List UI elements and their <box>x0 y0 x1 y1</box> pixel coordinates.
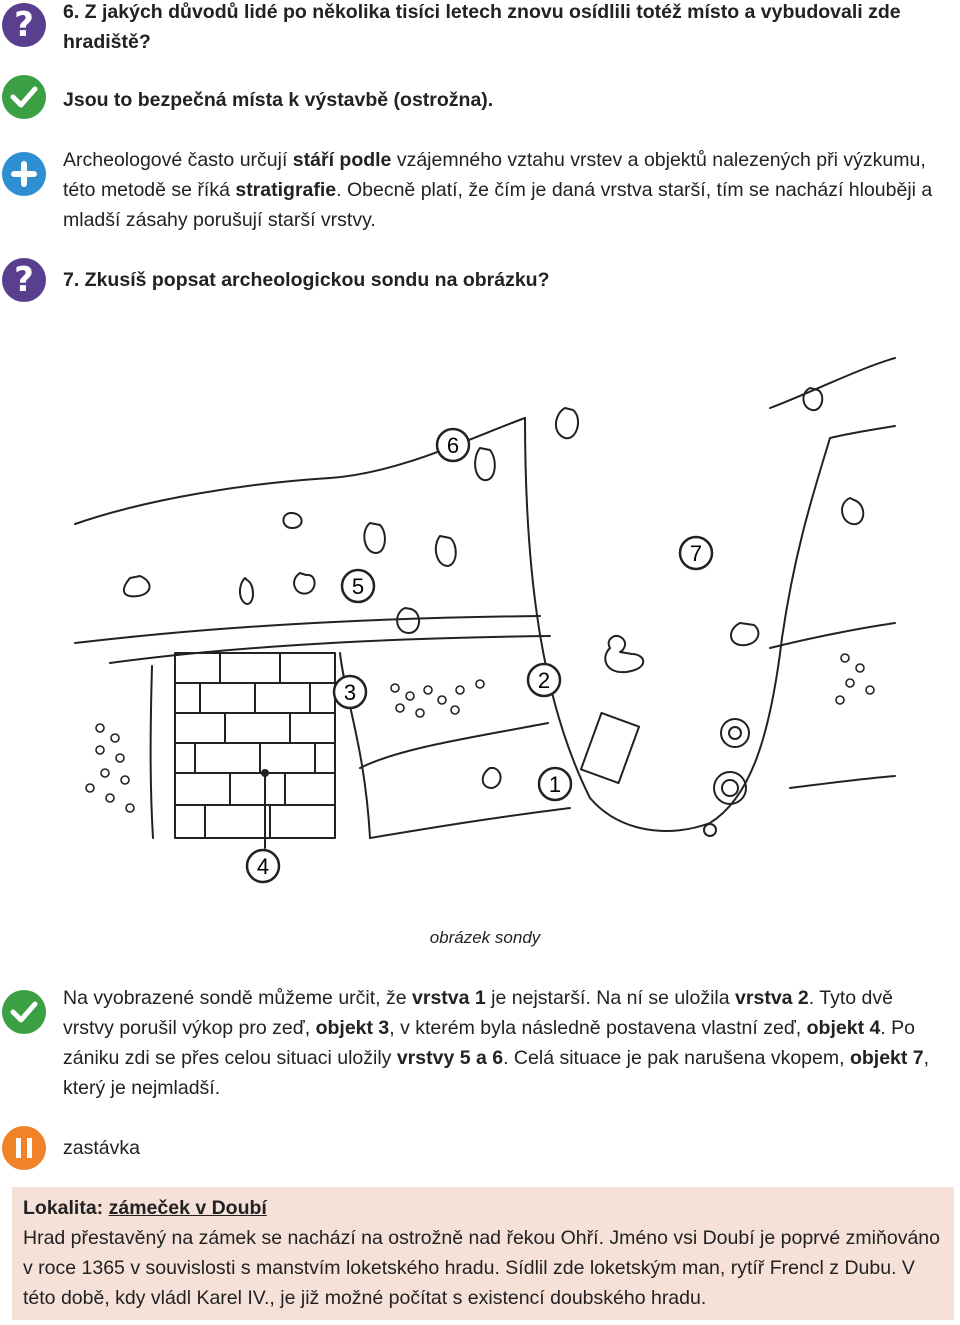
svg-text:3: 3 <box>343 680 357 705</box>
question-7: 7. Zkusíš popsat archeologickou sondu na obrázku? <box>63 269 550 291</box>
stop-label: zastávka <box>63 1137 140 1159</box>
label-3 <box>334 676 366 708</box>
plus-icon <box>2 152 46 196</box>
locality-text: Hrad přestavěný na zámek se nachází na ostrožně nad řekou Ohří. Jméno vsi Doubí je poprvé zmiňováno v roce 1365 v souvislosti s manstvím loketského hradu. Sídlil zde loketským man, rytíř Frencl z Dubu. V této době, kdy vládl Karel IV., je již možné počítat s existencí doubského hradu. <box>23 1227 940 1309</box>
svg-text:4: 4 <box>256 854 270 879</box>
stratigraphy-paragraph: Archeologové často určují stáří podle vzájemného vztahu vrstev a objektů nalezených při výzkumu, této metodě se říká stratigrafie. Obecně platí, že čím je daná vrstva starší, tím se nachází hlouběji a mladší zásahy porušují starší vrstvy. <box>63 149 933 231</box>
label-2 <box>528 664 560 696</box>
svg-text:1: 1 <box>548 772 562 797</box>
figure-caption: obrázek sondy <box>429 928 541 947</box>
label-1 <box>539 768 571 800</box>
locality-box <box>12 1187 954 1320</box>
label-5 <box>342 570 374 602</box>
svg-text:2: 2 <box>537 668 551 693</box>
locality-name: zámeček v Doubí <box>108 1197 267 1219</box>
question-icon: ? <box>2 258 46 302</box>
svg-text:6: 6 <box>446 433 460 458</box>
pause-icon <box>2 1126 46 1170</box>
question-icon: ? <box>2 3 46 47</box>
probe-illustration <box>70 318 896 912</box>
question-6: 6. Z jakých důvodů lidé po několika tisíci letech znovu osídlili totéž místo a vybudovali zde hradiště? <box>63 1 901 53</box>
label-4 <box>247 850 279 882</box>
locality-heading: Lokalita: zámeček v Doubí <box>23 1197 267 1219</box>
check-icon <box>2 75 46 119</box>
check-icon <box>2 990 46 1034</box>
answer-6: Jsou to bezpečná místa k výstavbě (ostrožna). <box>63 89 494 111</box>
label-7 <box>680 537 712 569</box>
answer-7: Na vyobrazené sondě můžeme určit, že vrstva 1 je nejstarší. Na ní se uložila vrstva 2. Tyto dvě vrstvy porušil výkop pro zeď, objekt 3, v kterém byla následně postavena vlastní zeď, objekt 4. Po zániku zdi se přes celou situaci uložily vrstvy 5 a 6. Celá situace je pak narušena vkopem, objekt 7, který je nejmladší. <box>63 987 930 1099</box>
label-6 <box>437 429 469 461</box>
svg-text:7: 7 <box>689 541 703 566</box>
svg-text:5: 5 <box>351 574 365 599</box>
